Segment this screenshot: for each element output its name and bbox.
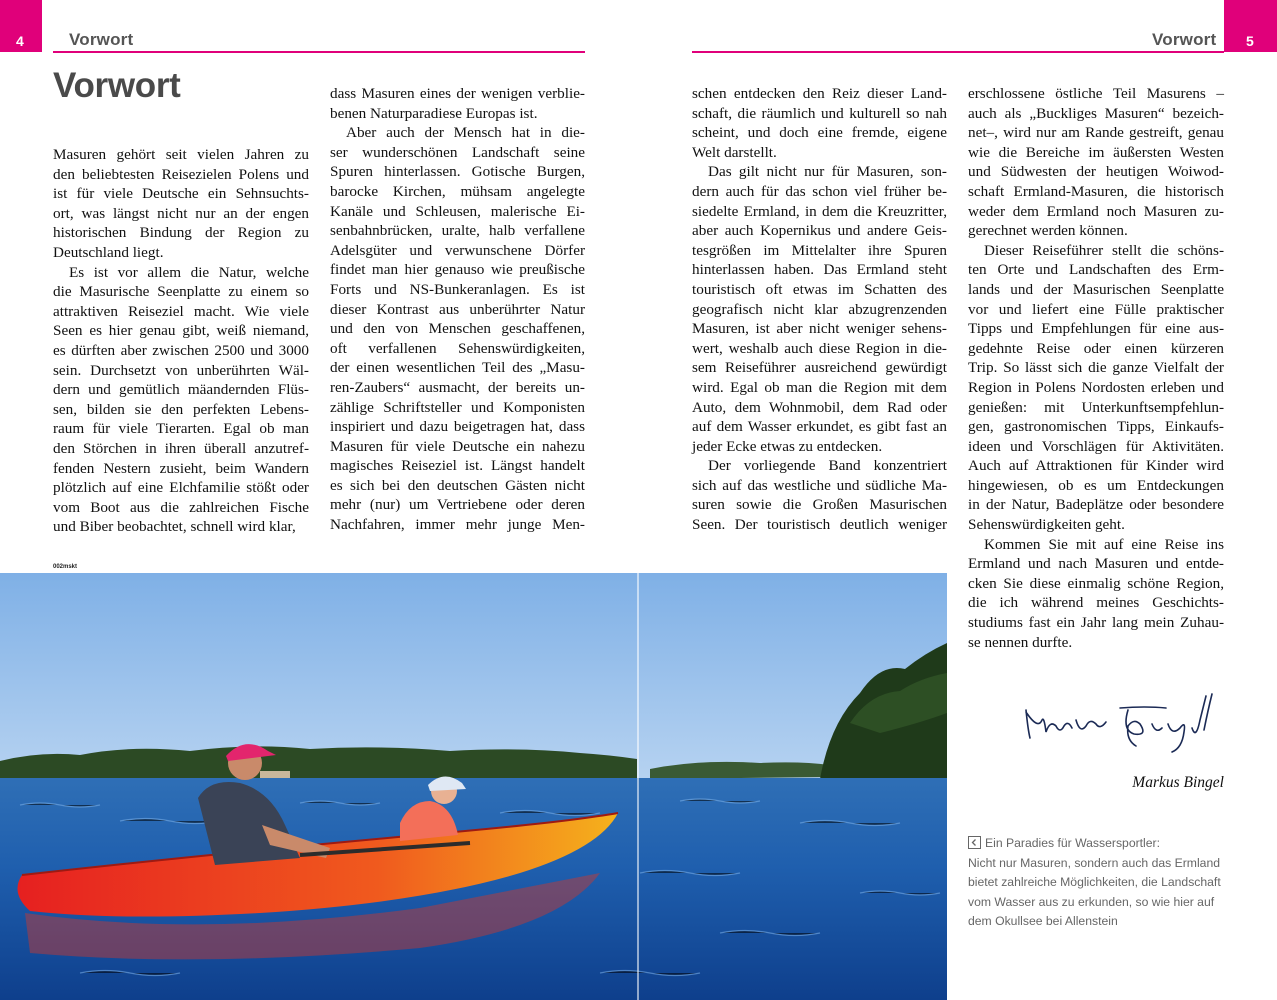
text-line: scheint, und doch eine fremde, eigene [692, 124, 947, 142]
text-line: Nachfahren, immer mehr junge Men- [330, 516, 585, 534]
author-signature [1016, 690, 1232, 760]
text-line: auf dem Wasser erkundet, es gibt fast an [692, 418, 947, 436]
text-line: plötzlich auf eine Elchfamilie stößt oder [53, 479, 309, 497]
text-line: gerechnet werden können. [968, 222, 1128, 240]
text-line: gen, gastronomischen Tipps, Einkaufs- [968, 418, 1224, 436]
text-line: Seen. Der touristisch deutlich weniger [692, 516, 947, 534]
text-line: findet man hier genauso wie preußische [330, 261, 585, 279]
text-column-2 [330, 84, 585, 535]
text-line: die Masurische Seenplatte zu einem so [53, 283, 309, 301]
text-line: wie die Bereiche im äußersten Westen [968, 143, 1224, 161]
text-line: gedehnte Reise oder einen kürzeren [968, 339, 1224, 357]
text-line: ideen und Vorschlägen für Aktivitäten. [968, 437, 1224, 455]
text-line: suren sowie die Großen Masurischen [692, 496, 947, 514]
text-line: den beliebtesten Reisezielen Polens und [53, 165, 309, 183]
text-line: der einen wesentlichen Teil des „Masu- [330, 359, 585, 377]
text-line: oft verfallenen Sehenswürdigkeiten, [330, 339, 585, 357]
text-line: Masuren, ist aber nicht weniger sehens- [692, 320, 947, 338]
text-line: sen, bilden sie den perfekten Lebens- [53, 400, 309, 418]
header-rule-left [53, 51, 585, 53]
text-line: zählige Schriftsteller und Komponisten [330, 398, 585, 416]
text-line: und den von Menschen geschaffenen, [330, 320, 585, 338]
text-line: wert, weshalb auch diese Region in die- [692, 339, 947, 357]
photo-credit: 002mskt [53, 564, 78, 570]
text-line: Es ist vor allem die Natur, welche [69, 263, 309, 281]
text-line: Welt darstellt. [692, 143, 777, 161]
text-line: Tipps und Empfehlungen für eine aus- [968, 320, 1224, 338]
text-line: magisches Reiseziel ist. Längst handelt [330, 457, 585, 475]
text-line: hinterlassen haben. Das Ermland steht [692, 261, 947, 279]
text-line: Dieser Reiseführer stellt die schöns- [984, 241, 1224, 259]
text-line: Ermland und nach Masuren und entde- [968, 555, 1224, 573]
page-number-left: 4 [16, 33, 24, 49]
text-line: attraktiven Reiseziel macht. Wie viele [53, 302, 309, 320]
page-number-right: 5 [1246, 33, 1254, 49]
text-line: sein. Durchsetzt von unberührten Wäl- [53, 361, 309, 379]
text-line: Seen es hier genau gibt, weiß niemand, [53, 322, 309, 340]
text-line: weder dem Ermland noch Masuren zu- [968, 202, 1224, 220]
text-line: sich auf das westliche und südliche Ma- [692, 476, 947, 494]
text-line: inspiriert und dazu beigetragen hat, dass [330, 418, 585, 436]
text-line: mehr (nur) um Vertriebene oder deren [330, 496, 585, 514]
text-line: geografisch nicht klar abzugrenzenden [692, 300, 947, 318]
text-line: Spuren hinterlassen. Gotische Burgen, [330, 163, 585, 181]
text-line: historischen Bindung der Region zu [53, 224, 309, 242]
text-line: Masuren für viele Deutsche ein nahezu [330, 437, 585, 455]
text-line: Forts und NS-Bunkeranlagen. Es ist [330, 280, 585, 298]
text-line: dieser Kontrast aus unberührter Natur [330, 300, 585, 318]
text-line: jeder Ecke etwas zu entdecken. [692, 437, 883, 455]
running-head-right: Vorwort [1152, 30, 1217, 49]
running-head-left: Vorwort [69, 30, 134, 49]
text-line: Kanäle und Schleusen, malerische Ei- [330, 202, 585, 220]
text-line: fenden Nestern zusieht, beim Wandern [53, 459, 309, 477]
text-line: barocke Kirchen, mühsam angelegte [330, 182, 585, 200]
text-line: genießen: mit Unterkunftsempfehlun- [968, 398, 1224, 416]
text-line: es sich bei den deutschen Gästen nicht [330, 476, 585, 494]
text-line: aber auch Kopernikus und andere Geis- [692, 222, 947, 240]
text-line: schaft, die räumlich und kulturell so nah [692, 104, 947, 122]
text-line: schen entdecken den Reiz dieser Land- [692, 85, 947, 102]
text-column-1 [53, 145, 309, 537]
caption-line: Nicht nur Masuren, sondern auch das Ermland [968, 855, 1221, 870]
text-line: Der vorliegende Band konzentriert [708, 457, 947, 475]
text-line: wird. Egal ob man die Region mit dem [692, 378, 947, 396]
photo-caption [968, 834, 1221, 932]
text-line: Trip. So lässt sich die ganze Vielfalt der [968, 359, 1224, 377]
text-line: raum für viele Tierarten. Egal ob man [53, 420, 309, 438]
text-line: Das gilt nicht nur für Masuren, son- [708, 163, 947, 181]
text-line: schaft Ermland-Masuren, die historisch [968, 182, 1224, 200]
text-line: Region in Polens Nordosten erleben und [968, 378, 1224, 396]
page-title: Vorwort [53, 66, 181, 105]
text-line: Deutschland liegt. [53, 243, 164, 261]
text-line: in der Natur, Badeplätze oder besondere [968, 496, 1224, 514]
text-line: Aber auch der Mensch hat in die- [346, 124, 585, 142]
text-line: sem Reiseführer ausreichend gewürdigt [692, 359, 947, 377]
text-line: es dürften aber zwischen 2500 und 3000 [53, 341, 309, 359]
caption-line: dem Okullsee bei Allenstein [968, 914, 1118, 929]
text-line: vom Boot aus die zahlreichen Fische [53, 498, 309, 516]
text-line: dass Masuren eines der wenigen verblie- [330, 85, 585, 102]
text-line: Adelsgüter und verwunschene Dörfer [330, 241, 585, 259]
spread-gutter [637, 573, 639, 1000]
text-line: die ich während meines Geschichts- [968, 594, 1224, 612]
text-line: ser wunderschönen Landschaft seine [330, 143, 585, 161]
header-rule-right [692, 51, 1224, 53]
text-line: cken Sie diese einmalig schöne Region, [968, 574, 1224, 592]
text-line: ten Orte und Landschaften des Erm- [968, 261, 1224, 279]
text-line: Auch auf Attraktionen für Kinder wird [968, 457, 1224, 475]
text-line: studiums fast ein Jahr lang mein Zuhau- [968, 614, 1224, 632]
text-line: Auto, dem Wohnmobil, dem Rad oder [692, 398, 947, 416]
caption-heading: Ein Paradies für Wassersportler: [985, 836, 1160, 850]
caption-line: vom Wasser aus zu erkunden, so wie hier auf [968, 894, 1215, 909]
text-line: und Biber beobachtet, schnell wird klar, [53, 518, 296, 536]
text-line: vor und liefert eine Fülle praktischer [968, 300, 1224, 318]
text-line: Kommen Sie mit auf eine Reise ins [984, 535, 1224, 553]
text-line: Sehenswürdigkeiten geht. [968, 516, 1125, 534]
text-line: hingewiesen, ob es um Entdeckungen [968, 476, 1224, 494]
text-line: erschlossene östliche Teil Masurens – [968, 85, 1224, 102]
text-line: Masuren gehört seit vielen Jahren zu [53, 146, 309, 163]
text-line: auch als „Buckliges Masuren“ bezeich- [968, 104, 1224, 122]
text-line: ort, was längst nicht nur an der engen [53, 204, 309, 222]
author-name: Markus Bingel [1132, 774, 1224, 791]
text-line: siedelte Ermland, in dem die Kreuzritter, [692, 202, 947, 220]
text-line: den Störchen in ihren überall anzutref- [53, 439, 309, 457]
text-column-3 [692, 84, 947, 535]
text-line: net–, wird nur am Rande gestreift, genau [968, 124, 1224, 142]
text-line: ist für viele Deutsche ein Sehnsuchts- [53, 185, 309, 203]
text-line: benen Naturparadiese Europas ist. [330, 104, 538, 122]
text-line: und Südwesten der heutigen Woiwod- [968, 163, 1224, 181]
caption-line: bietet zahlreiche Möglichkeiten, die Landschaft [968, 875, 1221, 890]
text-line: lands und der Masurischen Seenplatte [968, 280, 1224, 298]
text-line: touristisch oft etwas im Schatten des [692, 280, 947, 298]
text-line: senbahnbrücken, uralte, halb verfallene [330, 222, 585, 240]
text-line: ren-Zaubers“ ausmacht, der bereits un- [330, 378, 585, 396]
text-column-4 [968, 84, 1224, 652]
caption-heading-line [968, 834, 1218, 854]
arrow-left-box-icon [968, 836, 981, 849]
text-line: dern auch für das schon viel früher be- [692, 182, 947, 200]
text-line: dern und gemütlich mäandernden Flüs- [53, 381, 309, 399]
text-line: se nennen durfte. [968, 633, 1073, 651]
kayak-on-lake-photo [0, 573, 947, 1000]
text-line: tesgrößen im Mittelalter ihre Spuren [692, 241, 947, 259]
